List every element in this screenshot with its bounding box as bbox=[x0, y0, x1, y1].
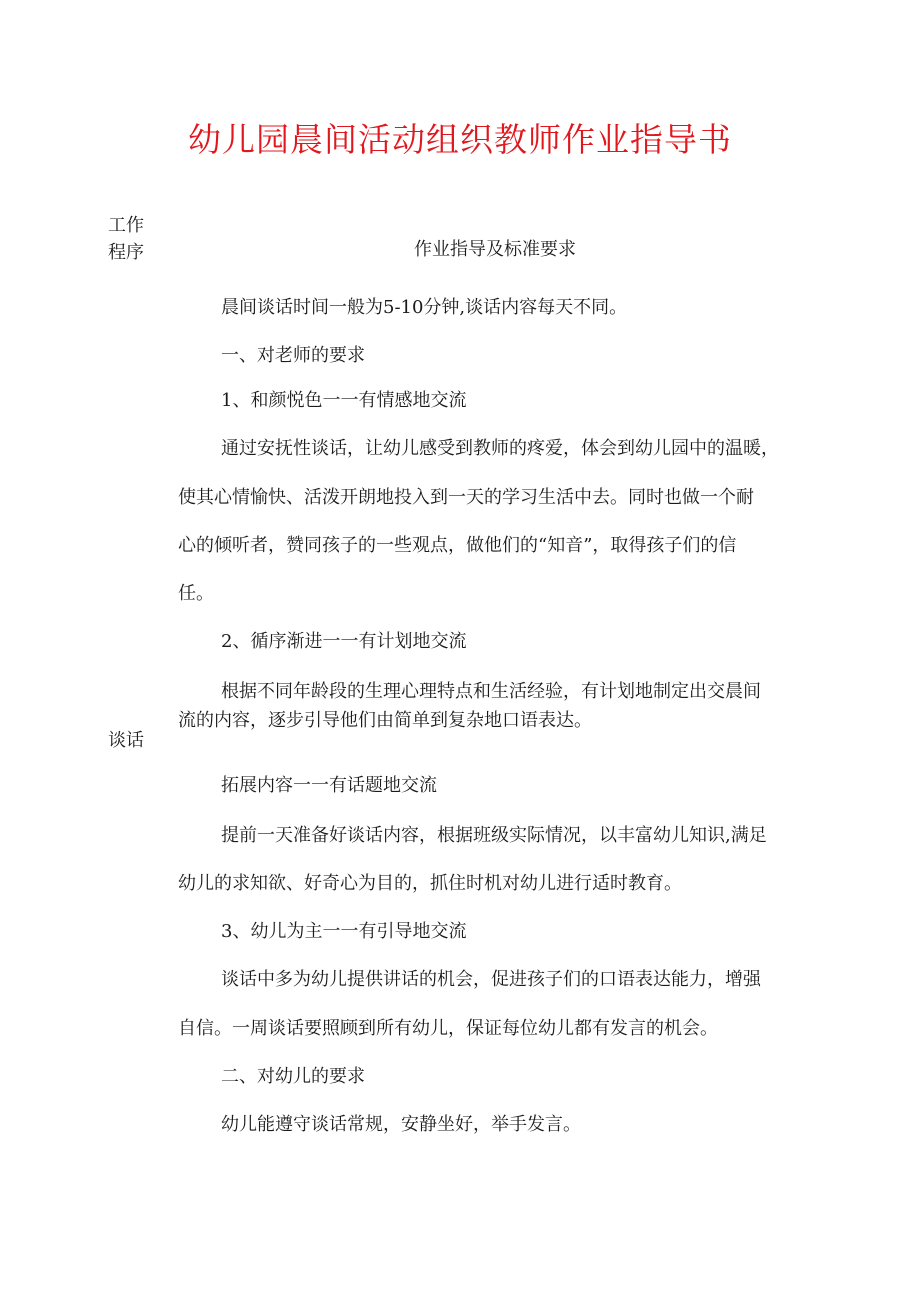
paragraph-line: 提前一天准备好谈话内容，根据班级实际情况，以丰富幼儿知识,满足 bbox=[221, 825, 767, 846]
paragraph-line: 晨间谈话时间一般为5-10分钟,谈话内容每天不同。 bbox=[221, 297, 628, 318]
paragraph-line: 幼儿能遵守谈话常规，安静坐好，举手发言。 bbox=[221, 1114, 581, 1135]
column-header-procedure-line2: 程序 bbox=[108, 242, 144, 263]
section-heading: 二、对幼儿的要求 bbox=[221, 1066, 365, 1087]
paragraph-line: 流的内容，逐步引导他们由简单到复杂地口语表达。 bbox=[178, 710, 592, 731]
paragraph-line: 通过安抚性谈话，让幼儿感受到教师的疼爱，体会到幼儿园中的温暖， bbox=[221, 438, 779, 459]
paragraph-line: 自信。一周谈话要照顾到所有幼儿，保证每位幼儿都有发言的机会。 bbox=[178, 1018, 718, 1039]
paragraph-line: 谈话中多为幼儿提供讲话的机会，促进孩子们的口语表达能力，增强 bbox=[221, 969, 761, 990]
column-header-procedure-line1: 工作 bbox=[108, 215, 144, 236]
paragraph-line: 任。 bbox=[178, 583, 214, 604]
column-header-requirements: 作业指导及标准要求 bbox=[414, 239, 576, 260]
subsection-heading: 2、循序渐进一一有计划地交流 bbox=[221, 631, 467, 652]
paragraph-line: 使其心情愉快、活泼开朗地投入到一天的学习生活中去。同时也做一个耐 bbox=[178, 487, 754, 508]
document-title: 幼儿园晨间活动组织教师作业指导书 bbox=[188, 120, 732, 159]
subsection-heading: 3、幼儿为主一一有引导地交流 bbox=[221, 921, 467, 942]
paragraph-line: 心的倾听者，赞同孩子的一些观点，做他们的“知音”，取得孩子们的信 bbox=[178, 535, 737, 556]
subsection-heading: 拓展内容一一有话题地交流 bbox=[221, 775, 437, 796]
section-heading: 一、对老师的要求 bbox=[221, 345, 365, 366]
subsection-heading: 1、和颜悦色一一有情感地交流 bbox=[221, 390, 467, 411]
paragraph-line: 幼儿的求知欲、好奇心为目的，抓住时机对幼儿进行适时教育。 bbox=[178, 873, 682, 894]
row-label-talk: 谈话 bbox=[108, 730, 144, 751]
paragraph-line: 根据不同年龄段的生理心理特点和生活经验，有计划地制定出交晨间 bbox=[221, 681, 761, 702]
